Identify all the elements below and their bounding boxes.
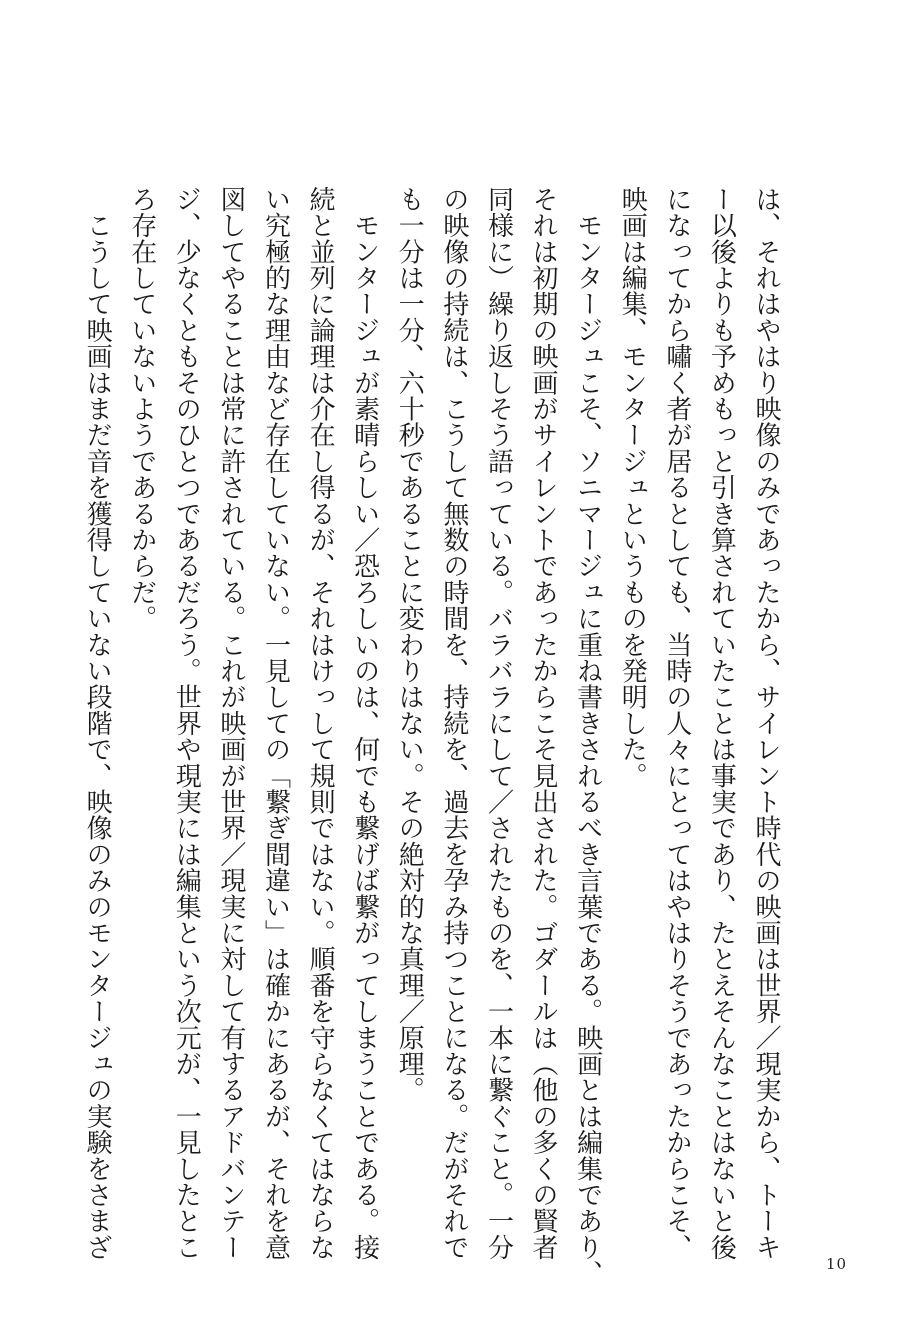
text-line: 続と並列に論理は介在し得るが、それはけっして規則ではない。順番を守らなくてはならな (305, 186, 336, 1261)
text-line: になってから嘯く者が居るとしても、当時の人々にとってはやはりそうであったからこそ、 (661, 186, 692, 1261)
text-line: 同様に）繰り返しそう語っている。バラバラにして／されたものを、一本に繋ぐこと。一分 (483, 186, 514, 1261)
text-line: は、それはやはり映像のみであったから、サイレント時代の映画は世界／現実から、トーキ (751, 186, 781, 1261)
text-line: こうして映画はまだ音を獲得していない段階で、映像のみのモンタージュの実験をさまざ (82, 186, 113, 1261)
text-line: ろ存在していないようであるからだ。 (126, 186, 157, 632)
text-line: 映画は編集、モンタージュというものを発明した。 (617, 186, 648, 789)
text-line: モンタージュこそ、ソニマージュに重ね書きされるべき言葉である。映画とは編集であり、 (572, 186, 603, 1287)
text-line: い究極的な理由など存在していない。一見しての「繋ぎ間違い」は確かにあるが、それを意 (260, 186, 291, 1261)
text-line: ジ、少なくともそのひとつであるだろう。世界や現実には編集という次元が、一見したとこ (171, 186, 202, 1261)
page-number: 10 (826, 1255, 848, 1273)
text-line: ー以後よりも予めもっと引き算されていたことは事実であり、たとえそんなことはないと後 (706, 186, 737, 1261)
body-text (75, 186, 789, 1287)
text-line: の映像の持続は、こうして無数の時間を、持続を、過去を孕み持つことになる。だがそれで (438, 186, 469, 1261)
text-line: それは初期の映画がサイレントであったからこそ見出された。ゴダールは（他の多くの賢者 (528, 186, 559, 1261)
text-line: も一分は一分、六十秒であることに変わりはない。その絶対的な真理／原理。 (394, 186, 425, 1103)
text-line: モンタージュが素晴らしい／恐ろしいのは、何でも繋げば繋がってしまうことである。接 (349, 186, 380, 1261)
text-line: 図してやることは常に許されている。これが映画が世界／現実に対して有するアドバンテー (215, 186, 246, 1261)
